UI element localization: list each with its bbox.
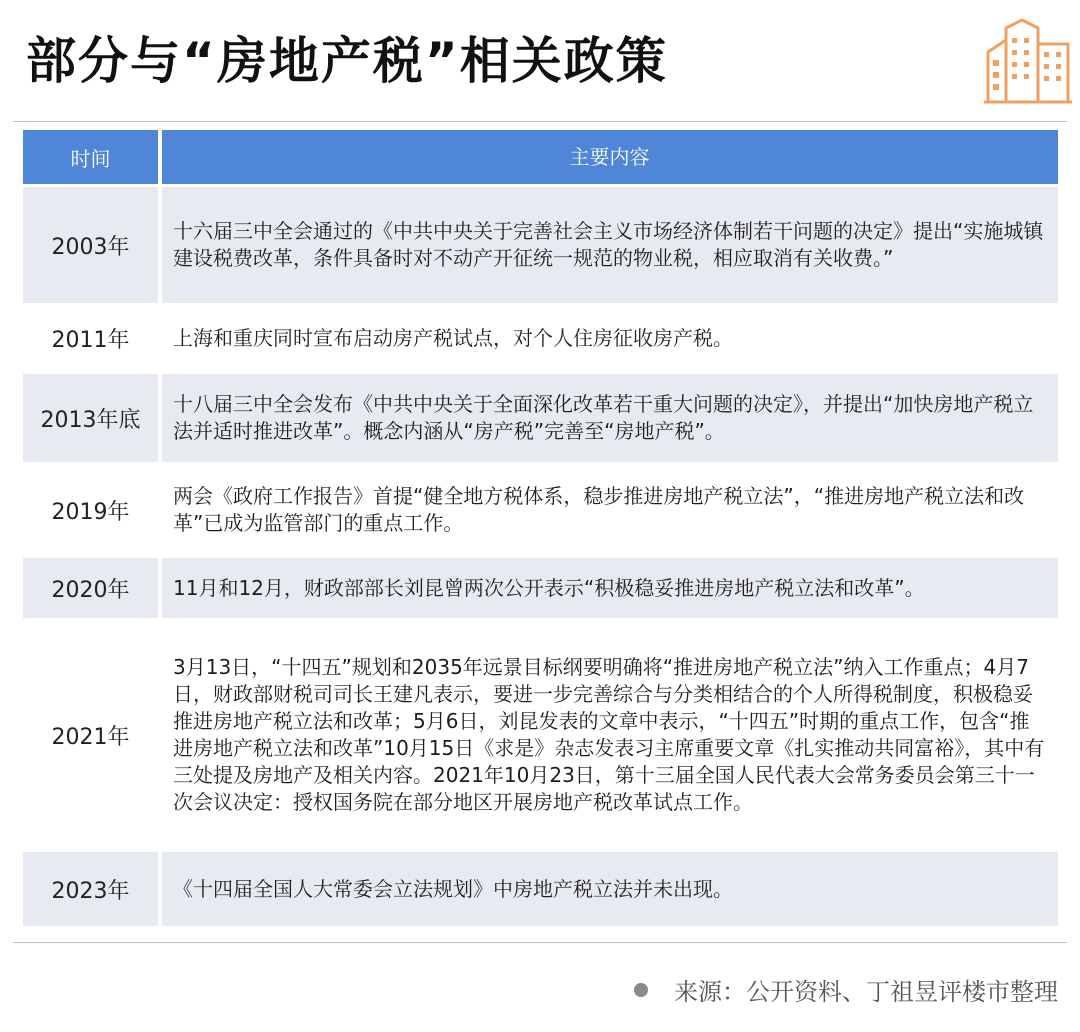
source-text: 来源：公开资料、丁祖昱评楼市整理 [674, 978, 1058, 1006]
row-content: 两会《政府工作报告》首提“健全地方税体系，稳步推进房地产税立法”，“推进房地产税立法和改革”已成为监管部门的重点工作。 [173, 484, 1025, 535]
row-time: 2023年 [23, 852, 158, 926]
source-line [634, 972, 1058, 1007]
table-row [23, 622, 1058, 848]
row-time: 2003年 [23, 187, 158, 303]
row-time: 2011年 [51, 328, 130, 353]
row-content: 十八届三中全会发布《中共中央关于全面深化改革若干重大问题的决定》，并提出“加快房地产税立法并适时推进改革”。概念内涵从“房产税”完善至“房地产税”。 [162, 374, 1058, 462]
page-title: 部分与“房地产税”相关政策 [26, 32, 668, 90]
row-content: 11月和12月，财政部部长刘昆曾两次公开表示“积极稳妥推进房地产税立法和改革”。 [162, 558, 1058, 618]
row-content: 《十四届全国人大常委会立法规划》中房地产税立法并未出现。 [162, 852, 1058, 926]
table-row [23, 558, 1058, 618]
row-time: 2021年 [51, 724, 130, 750]
row-content: 3月13日，“十四五”规划和2035年远景目标纲要明确将“推进房地产税立法”纳入工作重点；4月7日，财政部财税司司长王建凡表示，要进一步完善综合与分类相结合的个人所得税制度，积极稳妥推进房地产税立法和改革；5月6日，刘昆发表的文章中表示，“十四五”时期的重点工作，包含“推进房地产税立法和改革”10月15日《求是》杂志发表习主席重要文章《扎实推动共同富裕》，其中有三处提及房地产及相关内容。2021年10月23日，第十三届全国人民代表大会常务委员会第三十一次会议决定：授权国务院在部分地区开展房地产税改革试点工作。 [173, 655, 1045, 814]
row-content: 上海和重庆同时宣布启动房产税试点，对个人住房征收房产税。 [173, 326, 733, 350]
header-content: 主要内容 [162, 130, 1058, 184]
row-time: 2019年 [51, 499, 130, 525]
bottom-divider [13, 942, 1067, 943]
row-time: 2013年底 [23, 374, 158, 462]
top-divider [13, 121, 1067, 122]
row-content: 十六届三中全会通过的《中共中央关于完善社会主义市场经济体制若干问题的决定》提出“实施城镇建设税费改革，条件具备时对不动产开征统一规范的物业税，相应取消有关收费。” [162, 187, 1058, 303]
header-time: 时间 [23, 130, 158, 184]
table-row [23, 307, 1058, 370]
policy-table [23, 130, 1058, 930]
row-time: 2020年 [23, 558, 158, 618]
buildings-icon [982, 14, 1074, 106]
table-header-row [23, 130, 1058, 184]
table-row [23, 374, 1058, 462]
table-row [23, 187, 1058, 303]
table-row [23, 466, 1058, 554]
dot-icon [634, 983, 648, 997]
table-row [23, 852, 1058, 926]
